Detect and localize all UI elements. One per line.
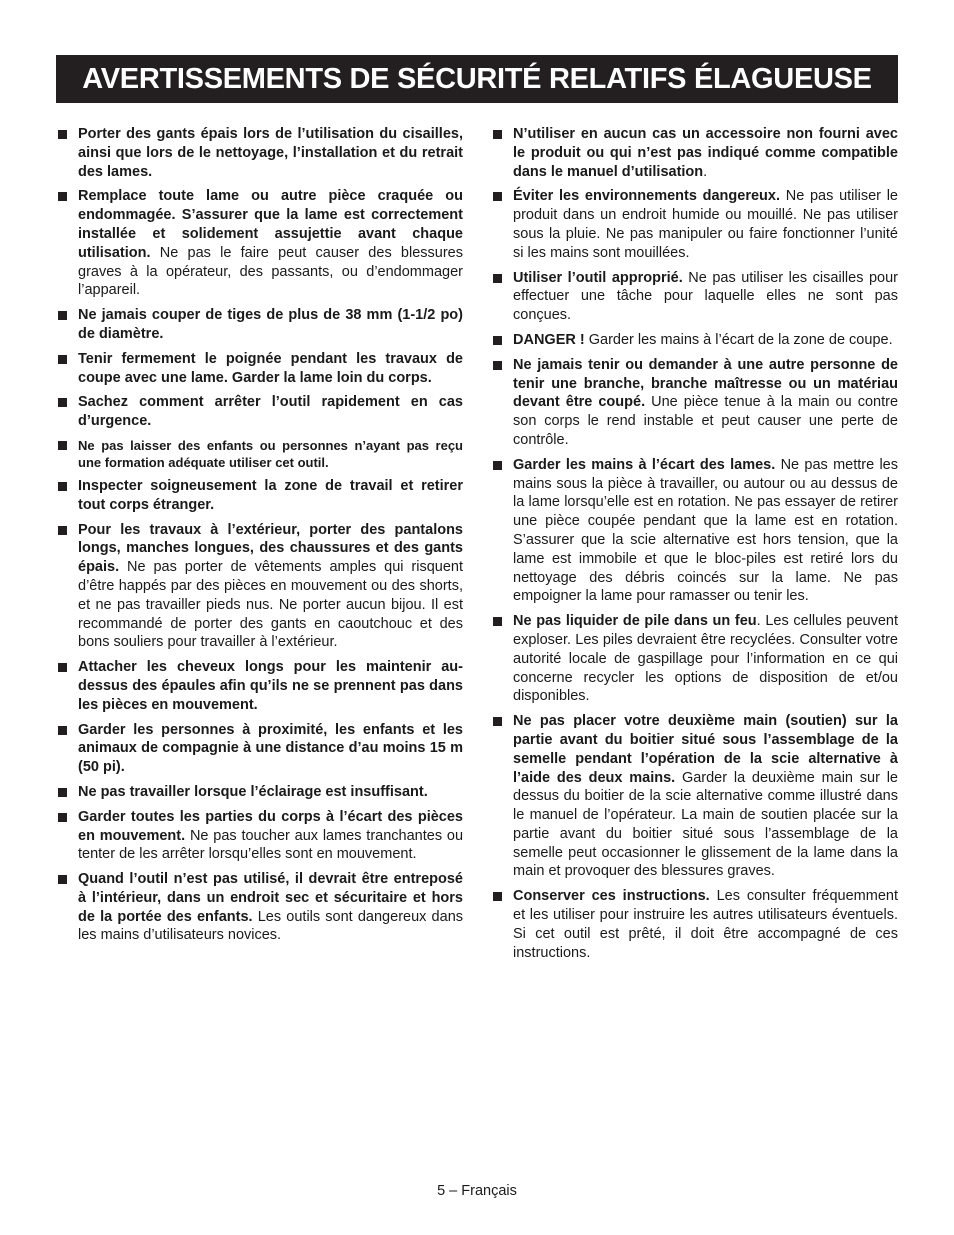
warning-body-text: Les consulter fréquemment et les utiliser pour instruire les autres utilisateurs éventuels. Si cet outil est prêté, il doit être accompagné de ces instructions.	[513, 888, 898, 961]
square-bullet-icon	[58, 398, 67, 407]
warning-bold-text: Attacher les cheveux longs pour les maintenir au-dessus des épaules afin qu’ils ne se prennent pas dans les pièces en mouvement.	[78, 659, 463, 713]
warning-bold-text: Sachez comment arrêter l’outil rapidement en cas d’urgence.	[78, 394, 463, 430]
warning-bold-text: Inspecter soigneusement la zone de travail et retirer tout corps étranger.	[78, 477, 463, 513]
square-bullet-icon	[58, 875, 67, 884]
warning-item	[491, 331, 898, 350]
square-bullet-icon	[58, 130, 67, 139]
square-bullet-icon	[493, 192, 502, 201]
warning-item	[56, 870, 463, 945]
warning-bold-text: Utiliser l’outil approprié.	[513, 269, 683, 286]
warning-body-text: Les outils sont dangereux dans les mains d’utilisateurs novices.	[78, 908, 464, 944]
square-bullet-icon	[58, 663, 67, 672]
warning-bold-text: Tenir fermement le poignée pendant les travaux de coupe avec une lame. Garder la lame loin du corps.	[78, 350, 463, 386]
warning-body-text: Ne pas utiliser les cisailles pour effectuer une tâche pour laquelle elles ne sont pas conçues.	[513, 269, 898, 324]
square-bullet-icon	[493, 617, 502, 626]
warning-body-text: .	[703, 163, 708, 180]
square-bullet-icon	[58, 726, 67, 735]
title-banner	[56, 55, 898, 103]
square-bullet-icon	[58, 192, 67, 201]
square-bullet-icon	[493, 361, 502, 370]
warning-item	[56, 306, 463, 344]
square-bullet-icon	[58, 813, 67, 822]
square-bullet-icon	[493, 892, 502, 901]
warning-bold-text: Ne jamais couper de tiges de plus de 38 mm (1-1/2 po) de diamètre.	[78, 307, 463, 342]
square-bullet-icon	[493, 130, 502, 139]
square-bullet-icon	[58, 526, 67, 535]
warning-item	[56, 187, 463, 300]
warning-body-text: Ne pas toucher aux lames tranchantes ou tenter de les arrêter lorsqu’elles sont en mouvement.	[78, 827, 464, 863]
warning-body-text: Ne pas utiliser le produit dans un endroit humide ou mouillé. Ne pas utiliser sous la pluie. Ne pas manipuler ou faire fonctionner l’unité si les mains sont mouillées.	[513, 188, 898, 261]
square-bullet-icon	[58, 482, 67, 491]
warning-bold-text: Porter des gants épais lors de l’utilisation du cisailles, ainsi que lors de le nettoyage, l’installation et du retrait des lames.	[78, 126, 463, 180]
warning-bold-text: Ne pas laisser des enfants ou personnes n’ayant pas reçu une formation adéquate utiliser cet outil.	[78, 437, 463, 470]
square-bullet-icon	[493, 461, 502, 470]
warning-bold-text: Quand l’outil n’est pas utilisé, il devrait être entreposé à l’intérieur, dans un endroit sec et sécuritaire et hors de la portée des enfants.	[78, 871, 463, 925]
warning-item	[56, 437, 463, 471]
warning-item	[491, 612, 898, 706]
square-bullet-icon	[493, 336, 502, 345]
square-bullet-icon	[58, 311, 67, 320]
warning-bold-text: DANGER !	[513, 331, 585, 348]
warning-bold-text: Remplace toute lame ou autre pièce craquée ou endommagée. S’assurer que la lame est correctement installée et solidement assujettie avant chaque utilisation.	[78, 188, 463, 261]
warning-bold-text: Ne pas placer votre deuxième main (soutien) sur la partie avant du boitier situé sous l’assemblage de la semelle pendant l’opération de la scie alternative à l’aide des deux mains.	[513, 713, 898, 786]
warning-bold-text: Garder les mains à l’écart des lames.	[513, 456, 776, 473]
left-column	[56, 125, 463, 951]
warning-body-text: Garder les mains à l’écart de la zone de coupe.	[584, 331, 893, 348]
warning-bold-text: Ne jamais tenir ou demander à une autre personne de tenir une branche, branche maîtresse ou un matériau devant être coupé.	[513, 356, 898, 411]
square-bullet-icon	[58, 355, 67, 364]
warning-bold-text: Garder toutes les parties du corps à l’écart des pièces en mouvement.	[78, 808, 463, 844]
warning-body-text: Ne pas porter de vêtements amples qui risquent d’être happés par des pièces en mouvement ou des shorts, et ne pas travailler pieds nus. Ne porter aucun bijou. Il est recommandé de porter des gants en caoutchouc et des bons souliers pour travailler à l’extérieur.	[78, 559, 463, 651]
warning-list-right	[491, 125, 898, 962]
square-bullet-icon	[58, 788, 67, 797]
warning-body-text: Garder la deuxième main sur le dessus du boitier de la scie alternative comme illustré dans le manuel de l’opérateur. La main de soutien placée sur la partie avant du boitier situé sous l’assemblage de la semelle peut occasionner le glissement de la lame dans la main et provoquer des blessures graves.	[513, 769, 898, 880]
warning-bold-text: Garder les personnes à proximité, les enfants et les animaux de compagnie à une distance d’au moins 15 m (50 pi).	[78, 721, 463, 776]
warning-item	[491, 269, 898, 325]
right-column	[491, 125, 898, 968]
warning-body-text: Une pièce tenue à la main ou contre son corps le rend instable et peut causer une perte de contrôle.	[513, 394, 899, 448]
warning-body-text: . Les cellules peuvent exploser. Les piles devraient être recyclées. Consulter votre autorité locale de gaspillage pour l’information en ce qui concerne recycler les options de disposition de et/ou disponibles.	[513, 613, 898, 705]
square-bullet-icon	[58, 441, 67, 450]
warning-item	[491, 456, 898, 606]
warning-item	[491, 187, 898, 262]
warning-item	[56, 125, 463, 181]
warning-bold-text: Pour les travaux à l’extérieur, porter des pantalons longs, manches longues, des chaussures et des gants épais.	[78, 521, 463, 576]
warning-item	[56, 658, 463, 714]
warning-item	[56, 350, 463, 388]
warning-bold-text: Ne pas liquider de pile dans un feu	[513, 613, 757, 630]
warning-item	[56, 721, 463, 777]
square-bullet-icon	[493, 274, 502, 283]
warning-list-left	[56, 125, 463, 945]
warning-item	[56, 521, 463, 653]
warning-item	[491, 712, 898, 881]
warning-bold-text: Ne pas travailler lorsque l’éclairage est insuffisant.	[78, 783, 428, 800]
warning-item	[491, 887, 898, 962]
warning-item	[56, 783, 463, 802]
page-title: AVERTISSEMENTS DE SÉCURITÉ RELATIFS ÉLAGUEUSE	[82, 62, 872, 95]
warning-bold-text: N’utiliser en aucun cas un accessoire non fourni avec le produit ou qui n’est pas indiqué comme compatible dans le manuel d’utilisation	[513, 126, 898, 180]
warning-item	[56, 477, 463, 515]
warning-body-text: Ne pas mettre les mains sous la pièce à travailler, ou autour ou au dessus de la lame lorsqu’elle est en rotation. Ne pas essayer de retirer une pièce coupée pendant que la lame est en rotation. S’assurer que la scie alternative est hors tension, que la lame est immobile et que le bloc-piles est retiré lors du nettoyage des débris coincés sur la lame. Ne pas empoigner la lame pour ramasser ou tenir les.	[513, 456, 898, 605]
page-footer: 5 – Français	[437, 1183, 517, 1199]
warning-item	[56, 393, 463, 431]
warning-bold-text: Conserver ces instructions.	[513, 888, 710, 905]
square-bullet-icon	[493, 717, 502, 726]
warning-item	[491, 125, 898, 181]
warning-item	[56, 808, 463, 864]
warning-bold-text: Éviter les environnements dangereux.	[513, 188, 780, 205]
warning-item	[491, 356, 898, 450]
warning-body-text: Ne pas le faire peut causer des blessures graves à la opérateur, des passants, ou d’endommager l’appareil.	[78, 244, 463, 299]
